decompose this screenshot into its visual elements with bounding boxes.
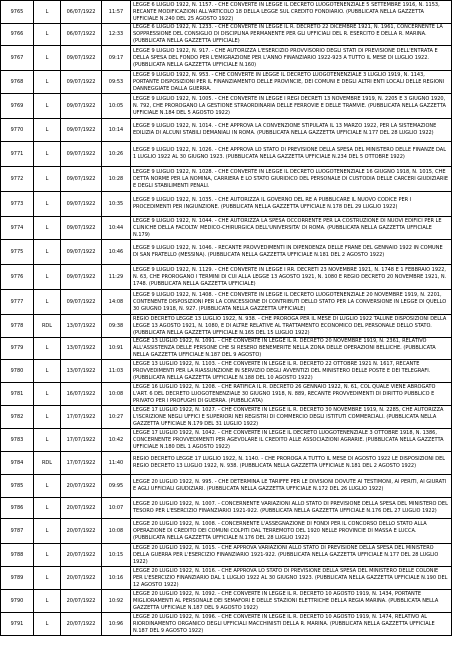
record-description: LEGGE 9 LUGLIO 1922, N. 1129. - CHE CONVERTE IN LEGGE I RR. DECRETI 23 NOVEMBRE 1921, N. 1748 E 1 FEBBRAIO 1922, N. 63, CHE PROROGANO I TERMINI DI CUI ALLA LEGGE 13 AGOSTO 1921, N. 1080 E REGIO DECRETO 20 NOVEMBRE 1921, N. 1748. (PUBBLICATA NELLA GAZZETTA UFFICIALE): [131, 265, 452, 290]
record-description: LEGGE 9 LUGLIO 1922, N. 1046. - RECANTE PROVVEDIMENTI IN DIPENDENZA DELLE FRANE DEL GENNAIO 1922 IN COMUNE DI SAN FRATELLO (MESSINA). (PUBBLICATA NELLA GAZZETTA UFFICIALE N.181 DEL 2 AGOSTO 1922): [131, 240, 452, 265]
record-time: 10:08: [102, 383, 131, 406]
record-description: LEGGE 20 LUGLIO 1922, N. 1007. - CONCERNENTE VARIAZIONI ALLO STATO DI PREVISIONE DELLA SPESA DEL MINISTERO DEL TESORO PER L'ESERCIZIO FINANZIARIO 1921-922. (PUBBLICATA NELLA GAZZETTA UFFICIALE N.176 DEL 27 LUGLIO 1922): [131, 498, 452, 519]
record-date: 09/07/1922: [61, 142, 102, 167]
record-number: 9783: [1, 429, 34, 452]
record-date: 20/07/1922: [61, 475, 102, 498]
record-time: 10:16: [102, 567, 131, 590]
record-number: 9787: [1, 519, 34, 544]
record-description: LEGGE 9 LUGLIO 1922, N. 1035. - CHE AUTORIZZA IL GOVERNO DEL RE A PUBBLICARE IL NUOVO CODICE PER I PROCEDIMENTI PER INGIUNZIONE. (PUBBLICATA NELLA GAZZETTA UFFICIALE N.178 DEL 29 LUGLIO 1922): [131, 192, 452, 217]
record-time: 10:35: [102, 192, 131, 217]
record-time: 11:40: [102, 452, 131, 475]
record-time: 14:08: [102, 290, 131, 315]
record-date: 20/07/1922: [61, 590, 102, 613]
table-row: [1, 429, 452, 452]
record-date: 13/07/1922: [61, 338, 102, 360]
record-time: 09:17: [102, 46, 131, 71]
record-type: L: [34, 71, 61, 94]
record-description: LEGGE 9 LUGLIO 1922, N. 1028. - CHE CONVERTE IN LEGGE IL DECRETO LUOGOTENENZIALE 16 GIUGNO 1918, N. 1015, CHE DETTA NORME PER LA NOMINA, CARRIERA E LO STATO GIURIDICO DEL PERSONALE DI CUSTODIA DELLE CARCERI GIUDIZIARIE E DEGLI STABILIMENTI PENALI.: [131, 167, 452, 192]
table-row: [1, 360, 452, 383]
record-description: LEGGE 6 LUGLIO 1922, N. 1233. - CHE CONVERTE IN LEGGE IL R. DECRETO 22 DICEMBRE 1921, N. 1961, CONCERNENTE LA SOPPRESSIONE DEL CONSIGLIO DI DISCIPLINA PERMANENTE PER GLI UFFICIALI DEL R. ESERCITO E DELLA R. MARINA. (PUBBLICATA NELLA GAZZETTA UFFICIALE): [131, 24, 452, 46]
record-description: REGIO DECRETO LEGGE 17 LUGLIO 1922, N. 1140. - CHE PROROGA A TUTTO IL MESE DI AGOSTO 1922 LE DISPOSIZIONI DEL REGIO DECRETO 13 LUGLIO 1922, N. 938. (PUBBLICATA NELLA GAZZETTA UFFICIALE N.181 DEL 2 AGOSTO 1922): [131, 452, 452, 475]
table-row: [1, 475, 452, 498]
record-time: 09:38: [102, 315, 131, 338]
record-date: 20/07/1922: [61, 544, 102, 567]
table-row: [1, 338, 452, 360]
record-type: L: [34, 383, 61, 406]
table-row: [1, 452, 452, 475]
record-time: 10:42: [102, 429, 131, 452]
record-date: 13/07/1922: [61, 315, 102, 338]
record-description: LEGGE 20 LUGLIO 1922, N. 1096. - CHE CONVERTE IN LEGGE IL R. DECRETO 10 AGOSTO 1919, N. 1474, RELATIVO AL RIORDINAMENTO ORGANICO DEGLI UFFICIALI MACCHINISTI DELLA R. MARINA. (PUBBLICATA NELLA GAZZETTA UFFICIALE N.187 DEL 9 AGOSTO 1922): [131, 613, 452, 636]
record-time: 10:07: [102, 498, 131, 519]
record-description: LEGGE 20 LUGLIO 1922, N. 1008. - CONCERNENTE L'ASSEGNAZIONE DI FONDI PER IL CONCORSO DELLO STATO ALLA OPERAZIONE DI CREDITO DEI COMUNI COLPITI DAL TERREMOTO DEL 1920 NELLE PROVINCIE DI MASSA E LUCCA. (PUBBLICATA NELLA GAZZETTA UFFICIALE N.176 DEL 28 LUGLIO 1922): [131, 519, 452, 544]
record-date: 20/07/1922: [61, 613, 102, 636]
record-time: 09:53: [102, 71, 131, 94]
record-type: RDL: [34, 315, 61, 338]
record-number: 9770: [1, 119, 34, 142]
table-row: [1, 265, 452, 290]
table-row: [1, 217, 452, 240]
record-time: 10:27: [102, 406, 131, 429]
table-row: [1, 192, 452, 217]
record-time: 10:08: [102, 519, 131, 544]
table-row: [1, 94, 452, 119]
record-description: LEGGE 20 LUGLIO 1922, N. 1015. - CHE APPROVA VARIAZIONI ALLO STATO DI PREVISIONE DELLA SPESA DEL MINISTERO DELLA GUERRA PER L'ESERCIZIO FINANZIARIO 1921-922. (PUBBLICATA NELLA GAZZETTA UFFICIALE N.177 DEL 28 LUGLIO 1922): [131, 544, 452, 567]
table-row: [1, 119, 452, 142]
record-description: LEGGE 13 LUGLIO 1922, N. 1091. - CHE CONVERTE IN LEGGE IL R. DECRETO 20 NOVEMBRE 1919, N. 2361, RELATIVO ALL'ASSISTENZA DELLE PERSONE CHE SI RESERO BENEMERITE NELLA ZONA DELLE OPERAZIONI BELLICHE. (PUBBLICATA NELLA GAZZETTA UFFICIALE N.187 DEL 9 AGOSTO): [131, 338, 452, 360]
table-row: [1, 590, 452, 613]
table-row: [1, 498, 452, 519]
record-number: 9786: [1, 498, 34, 519]
record-description: LEGGE 20 LUGLIO 1922, N. 995. - CHE DETERMINA LE TARIFFE PER LE DIVISIONI DOVUTE AI TESTIMONI, AI PERITI, AI GIURATI E AGLI UFFICIALI GIUDIZIARI. (PUBBLICATA NELLA GAZZETTA UFFICIALE N.172 DEL 26 LUGLIO 1922): [131, 475, 452, 498]
law-register-rows: [1, 1, 452, 636]
record-number: 9785: [1, 475, 34, 498]
record-type: L: [34, 1, 61, 24]
record-number: 9790: [1, 590, 34, 613]
record-type: L: [34, 217, 61, 240]
record-date: 06/07/1922: [61, 24, 102, 46]
record-date: 17/07/1922: [61, 452, 102, 475]
record-date: 20/07/1922: [61, 519, 102, 544]
table-row: [1, 383, 452, 406]
record-type: L: [34, 94, 61, 119]
table-row: [1, 613, 452, 636]
record-description: LEGGE 9 LUGLIO 1922, N. 953. - CHE CONVERTE IN LEGGE IL DECRETO LUOGOTENENZIALE 3 LUGLIO 1919, N. 1143, PORTANTE DISPOSIZIONI PER IL FINANZIAMENTO DELLE PROVINCIE, DEI COMUNI E DEGLI ALTRI ENTI LOCALI DELLE REGIONI DANNEGGIATE DALLA GUERRA.: [131, 71, 452, 94]
record-description: LEGGE 9 LUGLIO 1922, N. 917. - CHE AUTORIZZA L'ESERCIZIO PROVVISORIO DEGLI STATI DI PREVISIONE DELL'ENTRATA E DELLA SPESA DEL FONDO PER L'EMIGRAZIONE PER L'ANNO FINANZIARIO 1922-923 A TUTTO IL MESE DI LUGLIO 1922. (PUBBLICATA NELLA GAZZETTA UFFICIALE N.160): [131, 46, 452, 71]
table-row: [1, 290, 452, 315]
record-number: 9768: [1, 71, 34, 94]
record-type: L: [34, 360, 61, 383]
record-date: 09/07/1922: [61, 217, 102, 240]
table-row: [1, 1, 452, 24]
record-date: 09/07/1922: [61, 46, 102, 71]
table-row: [1, 567, 452, 590]
record-time: 10:26: [102, 142, 131, 167]
record-description: LEGGE 17 LUGLIO 1922, N. 1042. - CHE CONVERTE IN LEGGE IL DECRETO LUOGOTENENZIALE 3 OTTOBRE 1918, N. 1386, CONCERNENTE PROVVEDIMENTI PER AGEVOLARE IL CREDITO ALLE ASSOCIAZIONI AGRARIE. (PUBBLICATA NELLA GAZZETTA UFFICIALE N.180 DEL 1 AGOSTO 1922): [131, 429, 452, 452]
record-type: L: [34, 406, 61, 429]
record-type: L: [34, 544, 61, 567]
record-description: REGIO DECRETO LEGGE 13 LUGLIO 1922, N. 938. - CHE PROROGA PER IL MESE DI LUGLIO 1922 TALUNE DISPOSIZIONI DELLA LEGGE 13 AGOSTO 1921, N. 1080, E DI ALTRE RELATIVE AL TRATTAMENTO ECONOMICO DEL PERSONALE DELLO STATO. (PUBBLICATA NELLA GAZZETTA UFFICIALE N.165 DEL 15 LUGLIO 1922): [131, 315, 452, 338]
record-time: 11:29: [102, 265, 131, 290]
table-row: [1, 519, 452, 544]
record-description: LEGGE 17 LUGLIO 1922, N. 1027. - CHE CONVERTE IN LEGGE IL R. DECRETO 30 NOVEMBRE 1919, N. 2285, CHE AUTORIZZA L'ISCRIZIONE NEGLI UFFICI E SUPERIORI NEI REGISTRI DI COMMERCIO DEGLI ISTITUTI COMMERCIALI. (PUBBLICATA NELLA GAZZETTA UFFICIALE N.179 DEL 31 LUGLIO 1922): [131, 406, 452, 429]
record-time: 10:96: [102, 613, 131, 636]
record-time: 11:57: [102, 1, 131, 24]
record-number: 9788: [1, 544, 34, 567]
table-row: [1, 46, 452, 71]
record-time: 10:05: [102, 94, 131, 119]
record-type: L: [34, 167, 61, 192]
record-number: 9789: [1, 567, 34, 590]
record-date: 09/07/1922: [61, 265, 102, 290]
record-time: 10:15: [102, 544, 131, 567]
record-description: LEGGE 6 LUGLIO 1922, N. 1157. - CHE CONVERTE IN LEGGE IL DECRETO LUOGOTENENZIALE 5 SETTEMBRE 1916, N. 1153, RECANTE MODIFICAZIONI ALL'ARTICOLO 18 DELLA LEGGE SUL CREDITO FONDIARIO. (PUBBLICATA NELLA GAZZETTA UFFICIALE N.240 DEL 25 AGOSTO 1922): [131, 1, 452, 24]
record-type: L: [34, 338, 61, 360]
record-time: 10:91: [102, 338, 131, 360]
record-type: RDL: [34, 452, 61, 475]
record-number: 9775: [1, 240, 34, 265]
record-description: LEGGE 9 LUGLIO 1922, N. 1005. - CHE CONVERTE IN LEGGE I REGI DECRETI 13 NOVEMBRE 1919, N. 2205 E 3 GIUGNO 1920, N. 792, CHE PROROGANO LA GESTIONE STRAORDINARIA DELLE FERROVIE E DELLE TRAMVIE. (PUBBLICATA NELLA GAZZETTA UFFICIALE N.184 DEL 5 AGOSTO 1922): [131, 94, 452, 119]
record-number: 9780: [1, 360, 34, 383]
record-number: 9771: [1, 142, 34, 167]
record-number: 9784: [1, 452, 34, 475]
record-time: 10:28: [102, 167, 131, 192]
record-type: L: [34, 240, 61, 265]
record-date: 20/07/1922: [61, 498, 102, 519]
record-date: 09/07/1922: [61, 167, 102, 192]
record-time: 09:95: [102, 475, 131, 498]
record-number: 9769: [1, 94, 34, 119]
record-number: 9772: [1, 167, 34, 192]
record-date: 13/07/1922: [61, 360, 102, 383]
record-description: LEGGE 20 LUGLIO 1922, N. 1016. - CHE APPROVA LO STATO DI PREVISIONE DELLA SPESA DEL MINISTERO DELLE COLONIE PER L'ESERCIZIO FINANZIARIO DAL 1 LUGLIO 1922 AL 30 GIUGNO 1923. (PUBBLICATA NELLA GAZZETTA UFFICIALE N.190 DEL 12 AGOSTO 1922): [131, 567, 452, 590]
table-row: [1, 142, 452, 167]
record-number: 9766: [1, 24, 34, 46]
record-type: L: [34, 475, 61, 498]
record-date: 17/07/1922: [61, 429, 102, 452]
record-date: 17/07/1922: [61, 406, 102, 429]
table-row: [1, 71, 452, 94]
table-row: [1, 544, 452, 567]
record-date: 09/07/1922: [61, 71, 102, 94]
record-type: L: [34, 590, 61, 613]
table-row: [1, 406, 452, 429]
record-date: 09/07/1922: [61, 94, 102, 119]
record-date: 06/07/1922: [61, 1, 102, 24]
record-date: 09/07/1922: [61, 240, 102, 265]
record-number: 9773: [1, 192, 34, 217]
record-date: 16/07/1922: [61, 383, 102, 406]
table-row: [1, 167, 452, 192]
table-row: [1, 240, 452, 265]
record-number: 9777: [1, 290, 34, 315]
record-number: 9778: [1, 315, 34, 338]
record-type: L: [34, 519, 61, 544]
record-number: 9765: [1, 1, 34, 24]
record-date: 09/07/1922: [61, 192, 102, 217]
record-time: 11:03: [102, 360, 131, 383]
record-time: 12:33: [102, 24, 131, 46]
record-number: 9774: [1, 217, 34, 240]
record-type: L: [34, 613, 61, 636]
record-date: 20/07/1922: [61, 567, 102, 590]
record-time: 10:14: [102, 119, 131, 142]
record-type: L: [34, 498, 61, 519]
record-date: 09/07/1922: [61, 290, 102, 315]
record-type: L: [34, 46, 61, 71]
record-time: 10:46: [102, 240, 131, 265]
record-type: L: [34, 24, 61, 46]
record-type: L: [34, 290, 61, 315]
table-row: [1, 24, 452, 46]
record-type: L: [34, 429, 61, 452]
record-number: 9781: [1, 383, 34, 406]
record-number: 9779: [1, 338, 34, 360]
record-number: 9782: [1, 406, 34, 429]
record-description: LEGGE 9 LUGLIO 1922, N. 1014. - CHE APPROVA LA CONVENZIONE STIPULATA IL 13 MARZO 1922, PER LA SISTEMAZIONE EDILIZIA DI ALCUNI STABILI DEMANIALI IN ROMA. (PUBBLICATA NELLA GAZZETTA UFFICIALE N.177 DEL 28 LUGLIO 1922): [131, 119, 452, 142]
record-type: L: [34, 119, 61, 142]
record-date: 09/07/1922: [61, 119, 102, 142]
record-type: L: [34, 265, 61, 290]
record-description: LEGGE 9 LUGLIO 1922, N. 1026. - CHE APPROVA LO STATO DI PREVISIONE DELLA SPESA DEL MINISTERO DELLE FINANZE DAL 1 LUGLIO 1922 AL 30 GIUGNO 1923. (PUBBLICATA NELLA GAZZETTA UFFICIALE N.234 DEL 5 OTTOBRE 1922): [131, 142, 452, 167]
record-description: LEGGE 13 LUGLIO 1922, N. 1103. - CHE CONVERTE IN LEGGE IL R. DECRETO 22 OTTOBRE 1921 N. 1617, RECANTE PROVVEDIMENTI PER LA RIASSUNZIONE IN SERVIZIO DEGLI AVVENTIZI DEL MINISTERO DELLE POSTE E DEI TELEGRAFI. (PUBBLICATA NELLA GAZZETTA UFFICIALE N.188 DEL 10 AGOSTO 1922): [131, 360, 452, 383]
record-number: 9767: [1, 46, 34, 71]
record-description: LEGGE 9 LUGLIO 1922, N. 1044. - CHE AUTORIZZA LA SPESA OCCORRENTE PER LA COSTRUZIONE DI NUOVI EDIFICI PER LE CLINICHE DELLA FACOLTA' MEDICO-CHIRURGICA DELL'UNIVERSITA' DI ROMA. (PUBBLICATA NELLA GAZZETTA UFFICIALE N.179): [131, 217, 452, 240]
record-description: LEGGE 20 LUGLIO 1922, N. 1092. - CHE CONVERTE IN LEGGE IL R. DECRETO 10 AGOSTO 1919, N. 1434, PORTANTE MIGLIORAMENTI AL PERSONALE DEI SEMAFORI E DELLE STAZIONI ELETTRICHE DELLA REGIA MARINA. (PUBBLICATA NELLA GAZZETTA UFFICIALE N.187 DEL 9 AGOSTO 1922): [131, 590, 452, 613]
record-time: 10:92: [102, 590, 131, 613]
record-number: 9791: [1, 613, 34, 636]
record-description: LEGGE 16 LUGLIO 1922, N. 1208. - CHE RATIFICA IL R. DECRETO 26 GENNAIO 1922, N. 61, COL QUALE VIENE ABROGATO L'ART. 6 DEL DECRETO LUOGOTENENZIALE 30 GIUGNO 1918, N. 889, RECANTE PROVVEDIMENTI DI DIRITTO PUBBLICO E PRIVATO PER I PROFUGHI DI GUERRA. (PUBBLICATA): [131, 383, 452, 406]
record-description: LEGGE 9 LUGLIO 1922, N. 1408. - CHE CONVERTE IN LEGGE IL DECRETO LUOGOTENENZIALE 20 NOVEMBRE 1919, N. 2201, CONTENENTE DISPOSIZIONI PER LA CONCESSIONE DI CONTRIBUTI DELLO STATO PER LA CONVERSIONE IN LEGGE DI QUELLO 30 GIUGNO 1918, N. 927. (PUBBLICATA NELLA GAZZETTA UFFICIALE): [131, 290, 452, 315]
record-type: L: [34, 192, 61, 217]
record-number: 9776: [1, 265, 34, 290]
table-row: [1, 315, 452, 338]
record-time: 10:44: [102, 217, 131, 240]
record-type: L: [34, 142, 61, 167]
record-type: L: [34, 567, 61, 590]
